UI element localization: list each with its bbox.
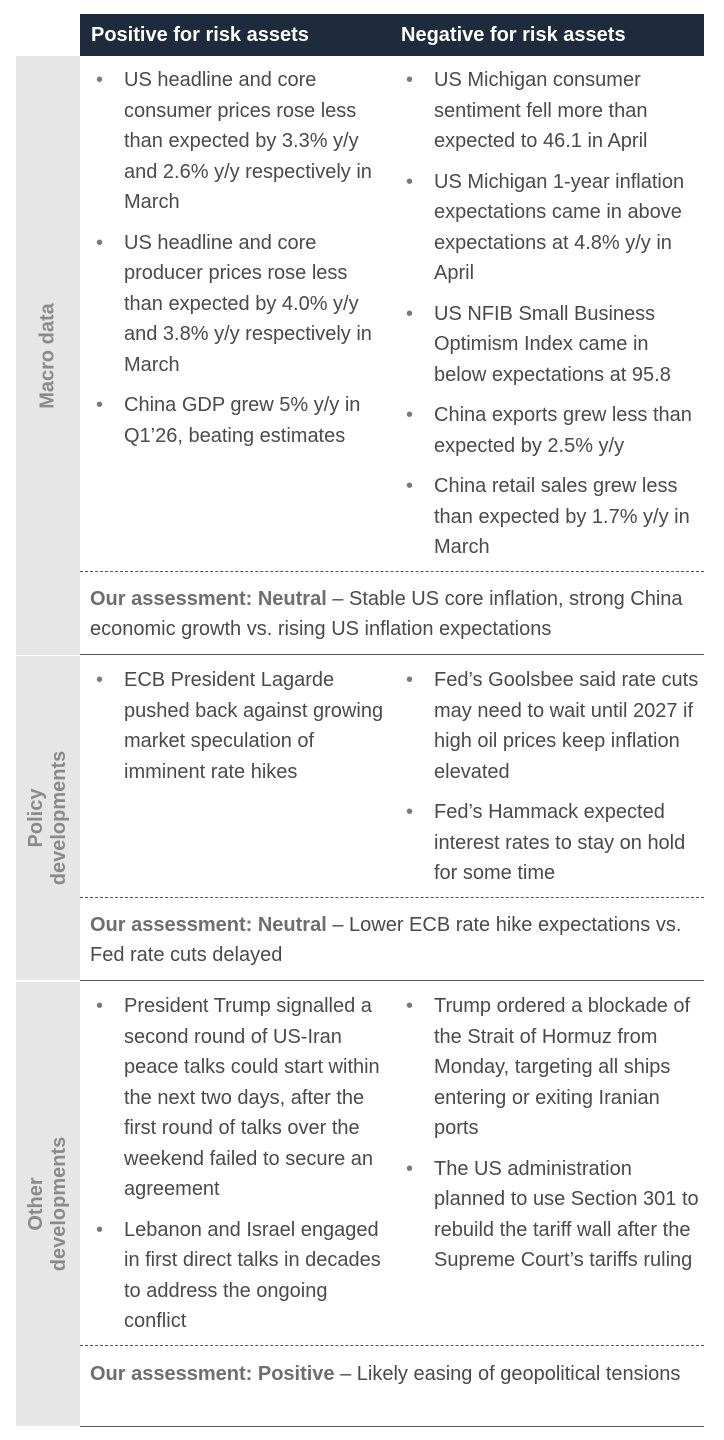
bullet-icon: •: [406, 669, 414, 691]
list-item: • US headline and core producer prices rose less than expected by 4.0% y/y and 3.8% y/y respectively in March: [90, 228, 390, 381]
table-header: [80, 14, 704, 56]
section-band-macro: [16, 56, 80, 655]
bullet-icon: •: [406, 1157, 414, 1180]
section-band-other: [16, 982, 80, 1426]
other-assessment: [90, 1359, 702, 1389]
macro-assessment: [90, 584, 702, 644]
list-item: • Fed’s Hammack expected interest rates to stay on hold for some time: [400, 797, 704, 889]
section-label-line: Macro data: [36, 302, 59, 409]
other-positive-list: [90, 991, 390, 1347]
assessment-text: – Stable US core inflation, strong China economic growth vs. rising US inflation expectations: [90, 588, 683, 640]
list-item: • US Michigan 1-year inflation expectations came in above expectations at 4.8% y/y in April: [400, 167, 704, 289]
section-label-line: Policy: [25, 788, 47, 848]
bullet-icon: •: [96, 669, 104, 691]
other-negative-list: [400, 991, 704, 1286]
assessment-label: Our assessment: Positive: [90, 1363, 335, 1385]
divider-dashed: [80, 1345, 704, 1346]
list-item: • President Trump signalled a second round of US-Iran peace talks could start within the next two days, after the first round of talks over the weekend failed to secure an agreement: [90, 991, 390, 1205]
bullet-icon: •: [406, 801, 414, 823]
bullet-icon: •: [96, 394, 104, 416]
section-label-line: developments: [48, 1136, 70, 1272]
bullet-icon: •: [96, 69, 104, 91]
list-item: • China GDP grew 5% y/y in Q1’26, beating estimates: [90, 390, 390, 451]
bullet-icon: •: [406, 69, 414, 91]
section-label-line: Other: [25, 1177, 47, 1231]
positive-column-header: Positive for risk assets: [91, 24, 309, 46]
section-band-policy: [16, 656, 80, 980]
divider-solid: [80, 654, 704, 655]
list-item: • Lebanon and Israel engaged in first direct talks in decades to address the ongoing conflict: [90, 1215, 390, 1337]
bullet-icon: •: [96, 995, 104, 1017]
list-item: • US headline and core consumer prices rose less than expected by 3.3% y/y and 2.6% y/y respectively in March: [90, 65, 390, 218]
divider-solid: [80, 980, 704, 981]
assessment-label: Our assessment: Neutral: [90, 588, 327, 610]
policy-negative-list: [400, 665, 704, 899]
divider-dashed: [80, 571, 704, 572]
bullet-icon: •: [96, 1218, 104, 1241]
section-label-line: developments: [48, 750, 70, 886]
policy-positive-list: [90, 665, 390, 797]
bullet-icon: •: [406, 302, 414, 325]
section-label-macro: [16, 56, 80, 655]
macro-positive-list: [90, 65, 390, 461]
section-label-other: [16, 982, 80, 1426]
macro-negative-list: [400, 65, 704, 573]
list-item: • US Michigan consumer sentiment fell more than expected to 46.1 in April: [400, 65, 704, 157]
bullet-icon: •: [96, 231, 104, 254]
list-item: • US NFIB Small Business Optimism Index came in below expectations at 95.8: [400, 299, 704, 391]
list-item: • China retail sales grew less than expected by 1.7% y/y in March: [400, 471, 704, 563]
bullet-icon: •: [406, 475, 414, 497]
list-item: • Trump ordered a blockade of the Strait of Hormuz from Monday, targeting all ships entering or exiting Iranian ports: [400, 991, 704, 1144]
divider-dashed: [80, 897, 704, 898]
assessment-text: – Lower ECB rate hike expectations vs. Fed rate cuts delayed: [90, 914, 682, 966]
bullet-icon: •: [406, 404, 414, 426]
bullet-icon: •: [406, 995, 414, 1017]
assessment-text: – Likely easing of geopolitical tensions: [334, 1363, 681, 1385]
list-item: • The US administration planned to use Section 301 to rebuild the tariff wall after the Supreme Court’s tariffs ruling: [400, 1154, 704, 1276]
divider-solid: [80, 1426, 704, 1427]
list-item: • China exports grew less than expected by 2.5% y/y: [400, 400, 704, 461]
bullet-icon: •: [406, 170, 414, 193]
list-item: • Fed’s Goolsbee said rate cuts may need to wait until 2027 if high oil prices keep inflation elevated: [400, 665, 704, 787]
section-label-policy: [16, 656, 80, 980]
policy-assessment: [90, 910, 702, 970]
assessment-label: Our assessment: Neutral: [90, 914, 327, 936]
negative-column-header: Negative for risk assets: [401, 24, 626, 46]
list-item: • ECB President Lagarde pushed back against growing market speculation of imminent rate hikes: [90, 665, 390, 787]
